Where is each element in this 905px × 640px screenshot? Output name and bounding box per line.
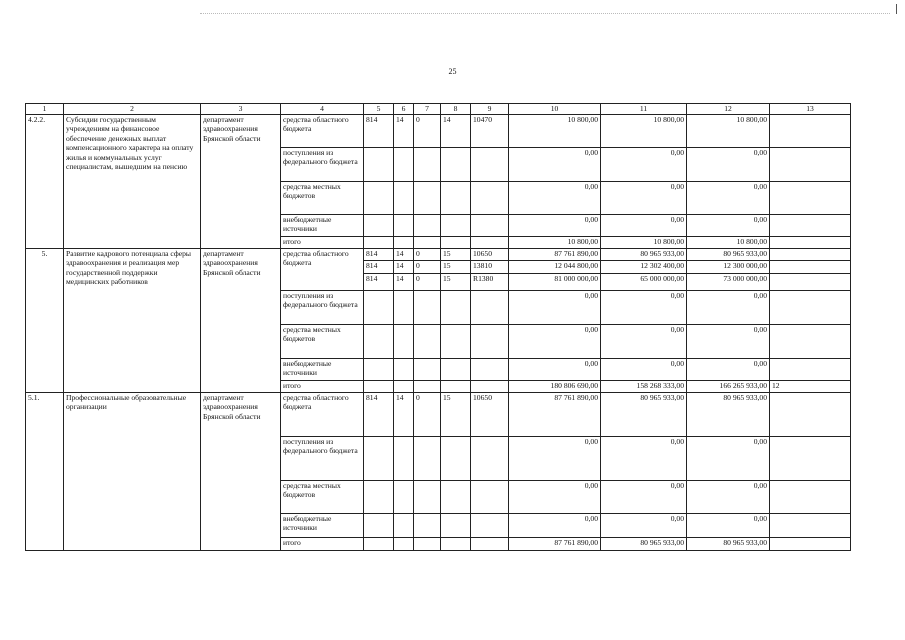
amount-cell: 0,00 [687,182,770,215]
code-cell: 814 [364,115,394,148]
amount-cell: 10 800,00 [687,237,770,249]
amount-cell: 0,00 [601,148,687,182]
amount-cell: 10 800,00 [687,115,770,148]
code-cell: 814 [364,393,394,437]
empty-cell [770,261,851,274]
amount-cell: 80 965 933,00 [687,249,770,261]
code-cell [414,148,441,182]
empty-cell [770,148,851,182]
scan-artifact-line [200,13,890,15]
code-cell [441,237,471,249]
page-number: 25 [448,67,457,76]
code-cell [441,514,471,538]
amount-cell: 10 800,00 [601,115,687,148]
table-row [26,115,851,148]
funding-source: средства областного бюджета [281,393,364,437]
amount-cell: 158 268 333,00 [601,381,687,393]
funding-source: средства местных бюджетов [281,481,364,514]
amount-cell: 0,00 [601,215,687,237]
code-cell [471,325,509,359]
amount-cell: 80 965 933,00 [687,393,770,437]
amount-cell: 10 800,00 [601,237,687,249]
code-cell: R1380 [471,274,509,291]
code-cell: 14 [394,115,414,148]
col-header: 1 [26,104,64,115]
code-cell [471,437,509,481]
funding-source: итого [281,237,364,249]
code-cell [441,381,471,393]
col-header: 10 [509,104,601,115]
code-cell [441,291,471,325]
code-cell: 0 [414,261,441,274]
empty-cell [770,182,851,215]
code-cell [394,182,414,215]
amount-cell: 0,00 [687,359,770,381]
col-header: 12 [687,104,770,115]
funding-source: поступления из федерального бюджета [281,291,364,325]
code-cell [414,182,441,215]
col-header: 2 [64,104,201,115]
code-cell [414,514,441,538]
empty-cell [770,237,851,249]
code-cell [471,182,509,215]
amount-cell: 0,00 [687,325,770,359]
item-executor: департамент здравоохранения Брянской области [201,249,281,393]
amount-cell: 12 300 000,00 [687,261,770,274]
empty-cell [770,325,851,359]
amount-cell: 0,00 [509,325,601,359]
empty-cell [770,291,851,325]
funding-source: внебюджетные источники [281,514,364,538]
code-cell: 0 [414,249,441,261]
code-cell [441,215,471,237]
code-cell: 15 [441,274,471,291]
code-cell: 814 [364,274,394,291]
code-cell [471,514,509,538]
item-executor: департамент здравоохранения Брянской области [201,115,281,249]
code-cell [414,538,441,551]
code-cell [441,182,471,215]
empty-cell [770,249,851,261]
amount-cell: 73 000 000,00 [687,274,770,291]
funding-source: средства местных бюджетов [281,182,364,215]
code-cell [394,514,414,538]
scan-edge-mark [896,4,897,14]
code-cell [364,481,394,514]
code-cell [394,481,414,514]
amount-cell: 0,00 [509,291,601,325]
code-cell [394,148,414,182]
empty-cell [770,115,851,148]
code-cell: 0 [414,115,441,148]
amount-cell: 166 265 933,00 [687,381,770,393]
amount-cell: 0,00 [687,148,770,182]
code-cell [394,291,414,325]
funding-source: внебюджетные источники [281,215,364,237]
amount-cell: 0,00 [509,359,601,381]
amount-cell: 0,00 [601,182,687,215]
code-cell [471,481,509,514]
code-cell [441,481,471,514]
code-cell [394,381,414,393]
code-cell [471,291,509,325]
col-header: 7 [414,104,441,115]
col-header: 11 [601,104,687,115]
code-cell: 14 [394,393,414,437]
table-row [26,249,851,261]
funding-source: средства областного бюджета [281,115,364,148]
code-cell: 14 [394,274,414,291]
funding-source: средства местных бюджетов [281,325,364,359]
code-cell [394,359,414,381]
code-cell: 14 [394,249,414,261]
funding-source: внебюджетные источники [281,359,364,381]
code-cell [364,291,394,325]
code-cell [471,237,509,249]
amount-cell: 87 761 890,00 [509,393,601,437]
amount-cell: 0,00 [509,182,601,215]
funding-source: итого [281,381,364,393]
code-cell [471,215,509,237]
amount-cell: 0,00 [601,359,687,381]
empty-cell [770,215,851,237]
code-cell [414,215,441,237]
amount-cell: 87 761 890,00 [509,538,601,551]
code-cell [441,359,471,381]
code-cell [414,237,441,249]
note-cell: 12 [770,381,851,393]
item-title: Профессиональные образовательные организации [64,393,201,551]
code-cell [441,437,471,481]
code-cell: 814 [364,261,394,274]
amount-cell: 0,00 [687,291,770,325]
empty-cell [770,393,851,437]
amount-cell: 0,00 [601,514,687,538]
code-cell [471,359,509,381]
amount-cell: 0,00 [687,215,770,237]
code-cell: 10650 [471,393,509,437]
code-cell: 15 [441,249,471,261]
item-executor: департамент здравоохранения Брянской области [201,393,281,551]
col-header: 5 [364,104,394,115]
amount-cell: 81 000 000,00 [509,274,601,291]
code-cell [394,437,414,481]
code-cell [441,538,471,551]
col-header: 3 [201,104,281,115]
funding-source: средства областного бюджета [281,249,364,291]
amount-cell: 0,00 [601,437,687,481]
code-cell [471,148,509,182]
amount-cell: 0,00 [601,291,687,325]
code-cell [364,182,394,215]
code-cell [414,325,441,359]
col-header: 13 [770,104,851,115]
amount-cell: 0,00 [509,148,601,182]
amount-cell: 0,00 [601,325,687,359]
amount-cell: 80 965 933,00 [687,538,770,551]
table-row [26,393,851,437]
code-cell [414,291,441,325]
code-cell: 14 [394,261,414,274]
amount-cell: 0,00 [601,481,687,514]
col-header: 4 [281,104,364,115]
code-cell [441,148,471,182]
item-title: Развитие кадрового потенциала сферы здравоохранения и реализация мер государственной поддержки медицинских работников [64,249,201,393]
code-cell: 15 [441,393,471,437]
code-cell [364,237,394,249]
code-cell [364,215,394,237]
amount-cell: 0,00 [509,437,601,481]
col-header: 6 [394,104,414,115]
empty-cell [770,359,851,381]
code-cell [414,437,441,481]
item-number: 4.2.2. [26,115,64,249]
empty-cell [770,274,851,291]
code-cell [364,325,394,359]
code-cell [471,381,509,393]
code-cell: 0 [414,274,441,291]
code-cell [364,148,394,182]
col-header: 9 [471,104,509,115]
budget-table [25,103,851,551]
code-cell: 15 [441,261,471,274]
code-cell [364,538,394,551]
amount-cell: 0,00 [687,481,770,514]
code-cell: 814 [364,249,394,261]
amount-cell: 0,00 [509,481,601,514]
amount-cell: 12 044 800,00 [509,261,601,274]
code-cell [394,325,414,359]
code-cell [414,481,441,514]
amount-cell: 65 000 000,00 [601,274,687,291]
code-cell [364,437,394,481]
funding-source: поступления из федерального бюджета [281,437,364,481]
header-row [26,104,851,115]
code-cell [441,325,471,359]
code-cell: 0 [414,393,441,437]
code-cell [364,359,394,381]
empty-cell [770,538,851,551]
code-cell: 13810 [471,261,509,274]
empty-cell [770,481,851,514]
code-cell [364,514,394,538]
amount-cell: 0,00 [687,437,770,481]
amount-cell: 80 965 933,00 [601,538,687,551]
col-header: 8 [441,104,471,115]
code-cell: 10470 [471,115,509,148]
amount-cell: 0,00 [509,215,601,237]
code-cell [414,359,441,381]
amount-cell: 10 800,00 [509,115,601,148]
item-number: 5. [26,249,64,393]
code-cell: 14 [441,115,471,148]
funding-source: поступления из федерального бюджета [281,148,364,182]
code-cell [394,237,414,249]
item-number: 5.1. [26,393,64,551]
item-title: Субсидии государственным учреждениям на финансовое обеспечение денежных выплат компенсационного характера на оплату жилья и коммунальных услуг специалистам, вышедшим на пенсию [64,115,201,249]
amount-cell: 87 761 890,00 [509,249,601,261]
code-cell: 10650 [471,249,509,261]
funding-source: итого [281,538,364,551]
amount-cell: 0,00 [687,514,770,538]
empty-cell [770,514,851,538]
amount-cell: 0,00 [509,514,601,538]
amount-cell: 10 800,00 [509,237,601,249]
code-cell [394,538,414,551]
amount-cell: 12 302 400,00 [601,261,687,274]
code-cell [394,215,414,237]
code-cell [364,381,394,393]
code-cell [471,538,509,551]
empty-cell [770,437,851,481]
amount-cell: 80 965 933,00 [601,393,687,437]
amount-cell: 180 806 690,00 [509,381,601,393]
code-cell [414,381,441,393]
amount-cell: 80 965 933,00 [601,249,687,261]
